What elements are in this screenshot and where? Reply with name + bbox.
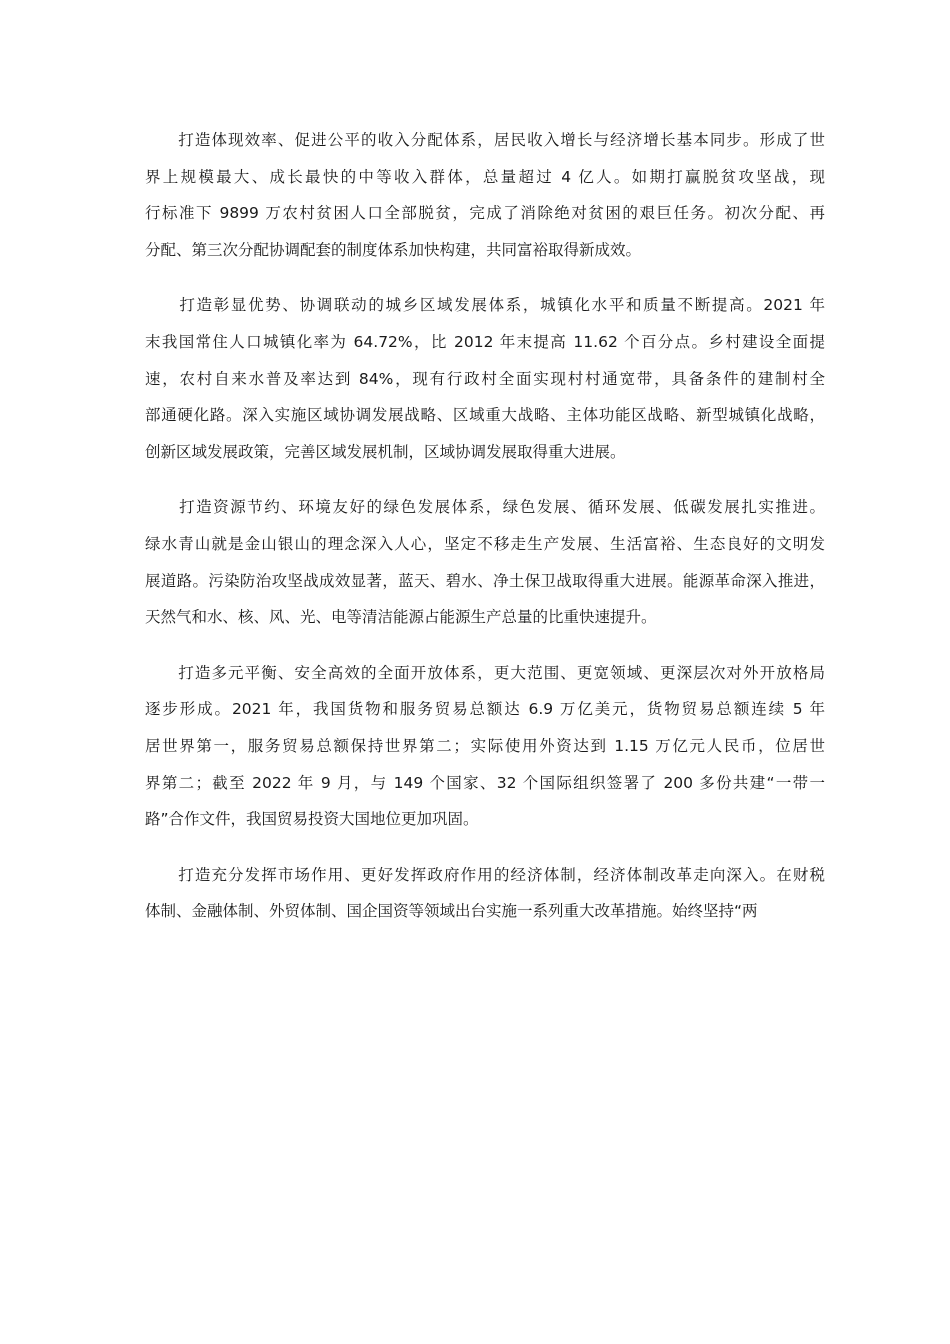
text-line: 打造多元平衡、安全高效的全面开放体系，更大范围、更宽领域、更深层次对外开放格局: [145, 663, 825, 682]
text-line: 行标准下 9899 万农村贫困人口全部脱贫，完成了消除绝对贫困的艰巨任务。初次分配、再: [145, 204, 825, 223]
text-line: 逐步形成。2021 年，我国货物和服务贸易总额达 6.9 万亿美元，货物贸易总额连续 5 年: [145, 700, 825, 719]
paragraph-opening-up: [145, 655, 825, 838]
text-line: 打造资源节约、环境友好的绿色发展体系，绿色发展、循环发展、低碳发展扎实推进。: [145, 498, 825, 517]
paragraph-green-development: [145, 489, 825, 635]
text-line: 路”合作文件，我国贸易投资大国地位更加巩固。: [145, 810, 479, 829]
text-line: 分配、第三次分配协调配套的制度体系加快构建，共同富裕取得新成效。: [145, 240, 642, 259]
text-line: 界上规模最大、成长最快的中等收入群体，总量超过 4 亿人。如期打赢脱贫攻坚战，现: [145, 167, 825, 186]
text-line: 天然气和水、核、风、光、电等清洁能源占能源生产总量的比重快速提升。: [145, 608, 657, 627]
text-line: 部通硬化路。深入实施区域协调发展战略、区域重大战略、主体功能区战略、新型城镇化战略，: [145, 406, 825, 425]
paragraph-economic-system: [145, 857, 825, 930]
text-line: 速，农村自来水普及率达到 84%，现有行政村全面实现村村通宽带，具备条件的建制村全: [145, 369, 825, 388]
document-body: [145, 122, 825, 949]
text-line: 打造充分发挥市场作用、更好发挥政府作用的经济体制，经济体制改革走向深入。在财税: [145, 865, 825, 884]
text-line: 末我国常住人口城镇化率为 64.72%，比 2012 年末提高 11.62 个百分点。乡村建设全面提: [145, 332, 825, 351]
text-line: 居世界第一，服务贸易总额保持世界第二；实际使用外资达到 1.15 万亿元人民币，位居世: [145, 736, 825, 755]
paragraph-urban-rural-development: [145, 287, 825, 470]
text-line: 打造体现效率、促进公平的收入分配体系，居民收入增长与经济增长基本同步。形成了世: [145, 131, 825, 149]
text-line: 界第二；截至 2022 年 9 月，与 149 个国家、32 个国际组织签署了 200 多份共建“一带一: [145, 773, 825, 792]
text-line: 打造彰显优势、协调联动的城乡区域发展体系，城镇化水平和质量不断提高。2021 年: [145, 296, 825, 315]
paragraph-income-distribution: [145, 122, 825, 268]
text-line: 展道路。污染防治攻坚战成效显著，蓝天、碧水、净土保卫战取得重大进展。能源革命深入推进，: [145, 571, 825, 590]
text-line: 体制、金融体制、外贸体制、国企国资等领域出台实施一系列重大改革措施。始终坚持“两: [145, 902, 758, 921]
text-line: 绿水青山就是金山银山的理念深入人心，坚定不移走生产发展、生活富裕、生态良好的文明发: [145, 534, 825, 553]
text-line: 创新区域发展政策，完善区域发展机制，区域协调发展取得重大进展。: [145, 442, 626, 461]
